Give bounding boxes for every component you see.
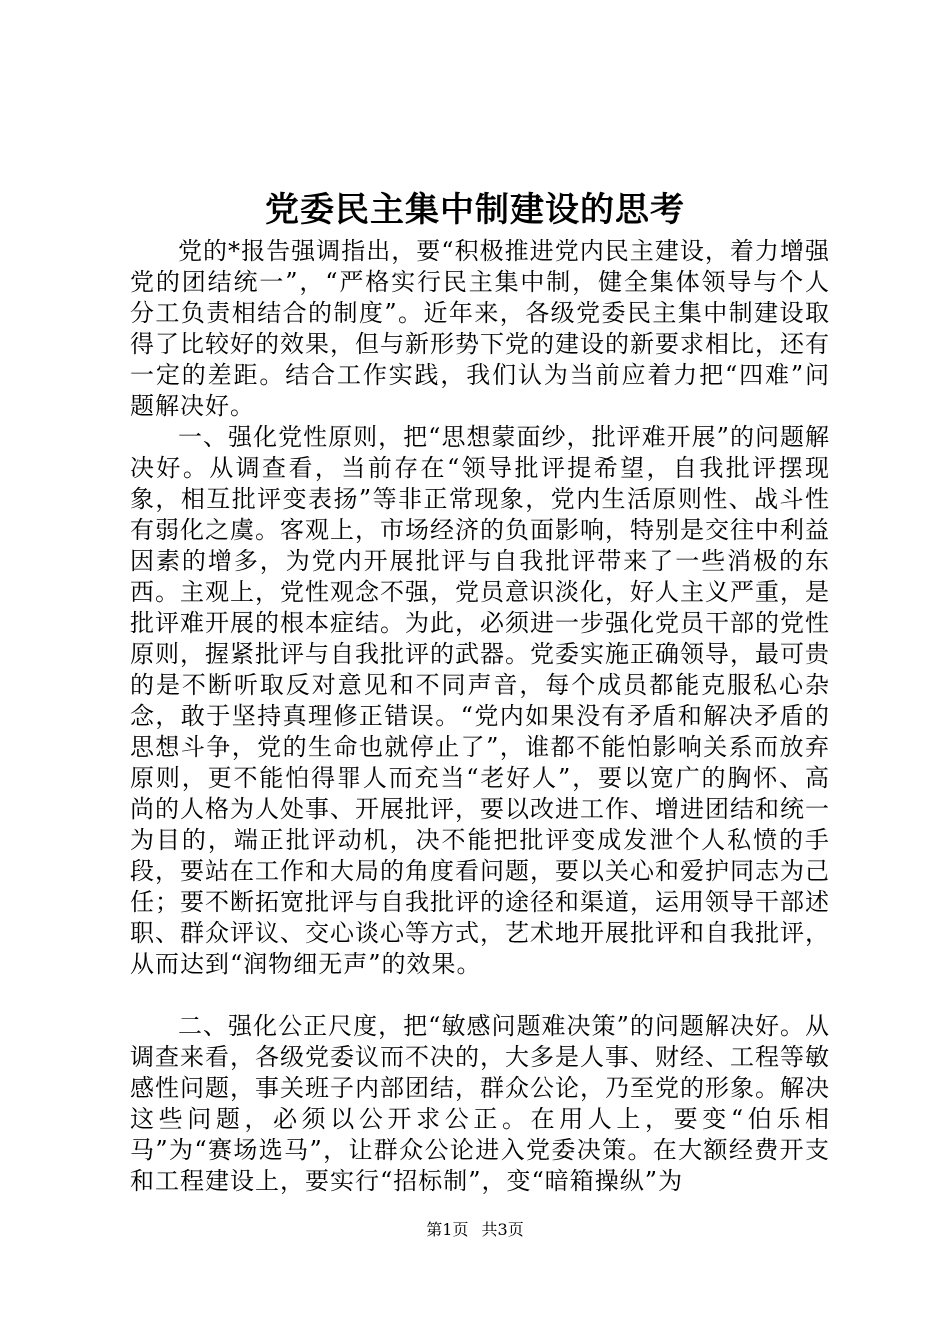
document-title: 党委民主集中制建设的思考 [265, 190, 685, 230]
page-total: 共3页 [481, 1220, 524, 1239]
page-number: 第1页 [426, 1220, 469, 1239]
paragraph-section-one: 一、强化党性原则，把“思想蒙面纱，批评难开展”的问题解决好。从调查看，当前存在“领导批评提希望，自我批评摆现象，相互批评变表扬”等非正常现象，党内生活原则性、战斗性有弱化之虞。客观上，市场经济的负面影响，特别是交往中利益因素的增多，为党内开展批评与自我批评带来了一些消极的东西。主观上，党性观念不强，党员意识淡化，好人主义严重，是批评难开展的根本症结。为此，必须进一步强化党员干部的党性原则，握紧批评与自我批评的武器。党委实施正确领导，最可贵的是不断听取反对意见和不同声音，每个成员都能克服私心杂念，敢于坚持真理修正错误。“党内如果没有矛盾和解决矛盾的思想斗争，党的生命也就停止了”，谁都不能怕影响关系而放弃原则，更不能怕得罪人而充当“老好人”，要以宽广的胸怀、高尚的人格为人处事、开展批评，要以改进工作、增进团结和统一为目的，端正批评动机，决不能把批评变成发泄个人私愤的手段，要站在工作和大局的角度看问题，要以关心和爱护同志为己任；要不断拓宽批评与自我批评的途径和渠道，运用领导干部述职、群众评议、交心谈心等方式，艺术地开展批评和自我批评，从而达到“润物细无声”的效果。 [130, 423, 830, 978]
page-footer [0, 1220, 950, 1240]
paragraph-section-two: 二、强化公正尺度，把“敏感问题难决策”的问题解决好。从调查来看，各级党委议而不决的，大多是人事、财经、工程等敏感性问题，事关班子内部团结，群众公论，乃至党的形象。解决这些问题，必须以公开求公正。在用人上，要变“伯乐相马”为“赛场选马”，让群众公论进入党委决策。在大额经费开支和工程建设上，要实行“招标制”，变“暗箱操纵”为 [130, 1012, 830, 1195]
paragraph-spacer [130, 980, 830, 1011]
document-body [130, 236, 830, 1197]
paragraph-intro: 党的*报告强调指出，要“积极推进党内民主建设，着力增强党的团结统一”，“严格实行民主集中制，健全集体领导与个人分工负责相结合的制度”。近年来，各级党委民主集中制建设取得了比较好的效果，但与新形势下党的建设的新要求相比，还有一定的差距。结合工作实践，我们认为当前应着力把“四难”问题解决好。 [130, 237, 830, 420]
